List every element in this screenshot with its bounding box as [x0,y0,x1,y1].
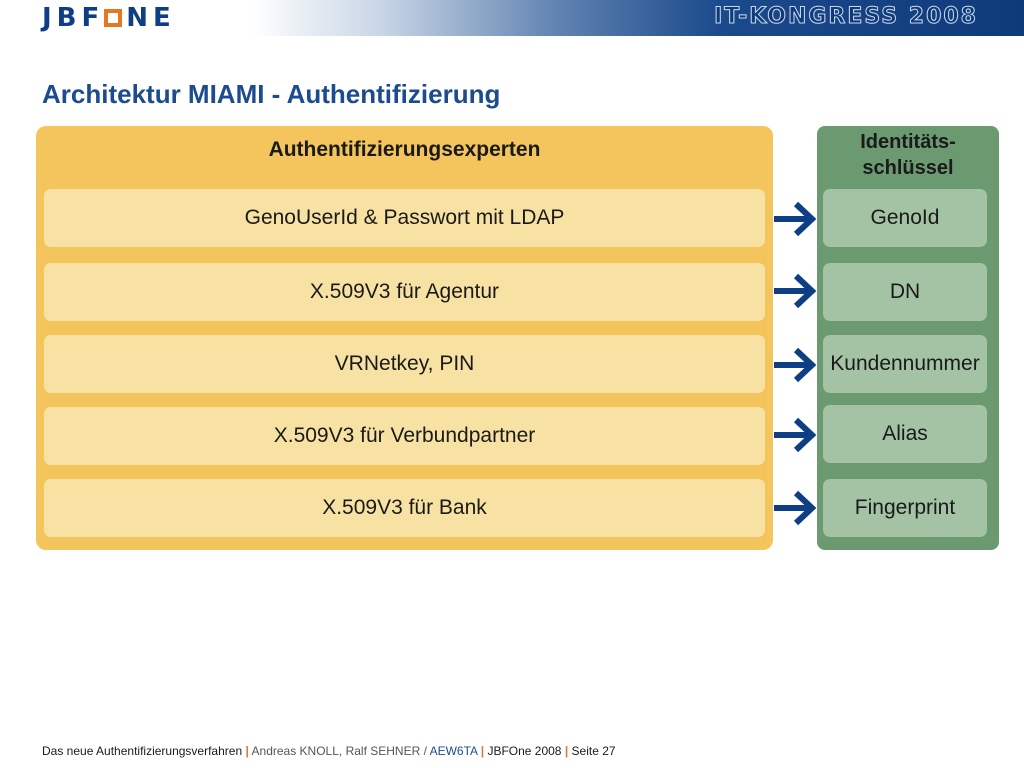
footer [42,744,616,758]
auth-method-item: GenoUserId & Passwort mit LDAP [44,189,765,247]
footer-event: JBFOne 2008 [487,744,562,758]
arrow-right-icon [772,199,818,239]
logo-text: JBF [42,3,105,33]
jbfone-logo [42,4,176,32]
arrow-right-icon [772,345,818,385]
logo-ring-icon [104,9,122,27]
identity-key-item: Alias [823,405,987,463]
auth-method-item: VRNetkey, PIN [44,335,765,393]
footer-topic: Das neue Authentifizierungsverfahren [42,744,243,758]
identity-key-item: Fingerprint [823,479,987,537]
footer-authors: Andreas KNOLL, Ralf SEHNER / [251,744,430,758]
identity-key-item: GenoId [823,189,987,247]
identity-keys-title [817,129,999,181]
logo-text-end: NE [126,3,176,33]
identity-key-item: DN [823,263,987,321]
arrow-right-icon [772,271,818,311]
footer-department: AEW6TA [429,744,478,758]
footer-separator: | [480,744,485,758]
auth-method-item: X.509V3 für Verbundpartner [44,407,765,465]
authentication-experts-title: Authentifizierungsexperten [268,138,541,161]
page-title: Architektur MIAMI - Authentifizierung [42,79,501,109]
identity-keys-title-line1: Identitäts- [860,131,956,153]
footer-separator: | [245,744,249,758]
congress-label: IT-KONGRESS 2008 [714,4,978,29]
identity-keys-title-line2: schlüssel [862,157,954,179]
arrow-right-icon [772,488,818,528]
footer-separator: | [564,744,569,758]
auth-method-item: X.509V3 für Bank [44,479,765,537]
arrow-right-icon [772,415,818,455]
identity-key-item: Kundennummer [823,335,987,393]
footer-page-number: Seite 27 [571,744,616,758]
auth-method-item: X.509V3 für Agentur [44,263,765,321]
